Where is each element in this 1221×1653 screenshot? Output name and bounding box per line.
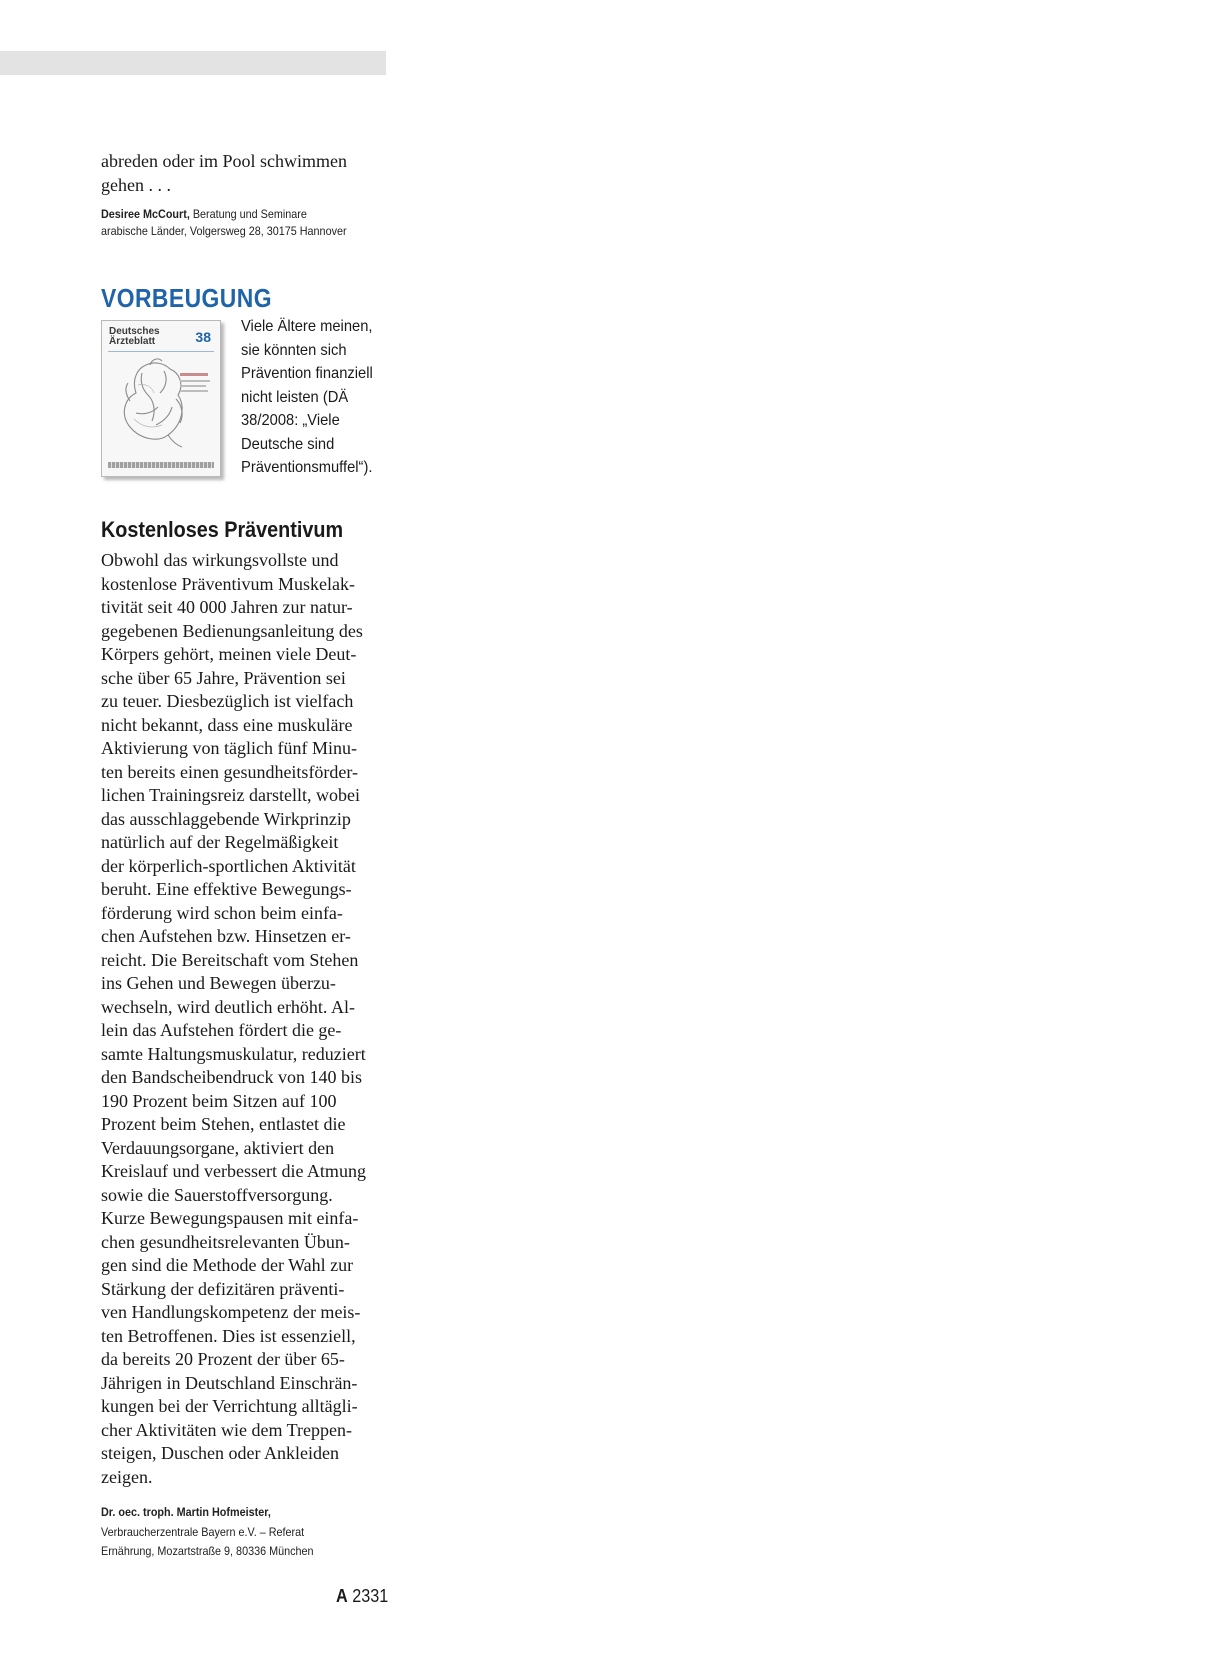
caption-line: Präventionsmuffel“). (241, 459, 373, 476)
body-line: kungen bei der Verrichtung alltägli- (101, 1396, 358, 1416)
article-body (101, 549, 391, 1489)
intro-line: abreden oder im Pool schwimmen (101, 151, 347, 171)
body-line: ins Gehen und Bewegen überzu- (101, 973, 336, 993)
body-line: sowie die Sauerstoffversorgung. (101, 1184, 333, 1205)
signature-1-line1: Beratung und Seminare (189, 207, 307, 221)
caption-line: Viele Ältere meinen, (241, 318, 373, 335)
body-line: Obwohl das wirkungsvollste und (101, 550, 339, 570)
body-line: lein das Aufstehen fördert die ge- (101, 1020, 342, 1040)
heart-illustration-icon (106, 355, 216, 451)
body-line: beruht. Eine effektive Bewegungs- (101, 879, 352, 899)
section-label: VORBEUGUNG (101, 283, 272, 313)
body-line: kostenlose Präventivum Muskelak- (101, 573, 355, 594)
body-line: tivität seit 40 000 Jahren zur natur- (101, 597, 353, 617)
signature-1 (101, 206, 347, 239)
body-line: Aktivierung von täglich fünf Minu- (101, 738, 357, 758)
caption-line: nicht leisten (DÄ (241, 388, 349, 406)
body-line: Kreislauf und verbessert die Atmung (101, 1161, 366, 1181)
intro-text (101, 150, 391, 197)
article-heading: Kostenloses Präventivum (101, 517, 344, 542)
page-number-value: 2331 (347, 1586, 389, 1606)
signature-1-line2: arabische Länder, Volgersweg 28, 30175 Hannover (101, 223, 347, 238)
body-line: wechseln, wird deutlich erhöht. Al- (101, 996, 355, 1017)
body-line: sche über 65 Jahre, Prävention sei (101, 667, 346, 688)
body-line: Prozent beim Stehen, entlastet die (101, 1114, 346, 1134)
body-line: ten Betroffenen. Dies ist essenziell, (101, 1325, 356, 1346)
intro-line: gehen . . . (101, 174, 171, 195)
header-bar (0, 51, 386, 75)
body-line: Körpers gehört, meinen viele Deut- (101, 644, 357, 664)
signature-2-line3: Ernährung, Mozartstraße 9, 80336 München (101, 1544, 314, 1558)
body-line: förderung wird schon beim einfa- (101, 902, 343, 923)
caption-line: Prävention finanziell (241, 365, 373, 382)
body-line: gegebenen Bedienungsanleitung des (101, 620, 363, 641)
signature-2-name: Dr. oec. troph. Martin Hofmeister, (101, 1505, 271, 1519)
cover-issue-number: 38 (195, 329, 211, 345)
body-line: da bereits 20 Prozent der über 65- (101, 1349, 345, 1369)
body-line: chen gesundheitsrelevanten Übun- (101, 1231, 350, 1252)
body-line: lichen Trainingsreiz darstellt, wobei (101, 785, 360, 805)
body-line: Jährigen in Deutschland Einschrän- (101, 1372, 358, 1393)
body-line: reicht. Die Bereitschaft vom Stehen (101, 949, 359, 970)
body-line: cher Aktivitäten wie dem Treppen- (101, 1419, 352, 1440)
body-line: natürlich auf der Regelmäßigkeit (101, 832, 339, 852)
signature-1-name: Desiree McCourt, (101, 207, 190, 221)
body-line: nicht bekannt, dass eine muskuläre (101, 714, 353, 735)
caption-line: 38/2008: „Viele (241, 412, 340, 429)
caption-line: Deutsche sind (241, 435, 335, 453)
cover-title: Deutsches Ärzteblatt (109, 326, 160, 347)
body-line: Stärkung der defizitären präventi- (101, 1278, 345, 1299)
page-number-prefix: A (336, 1586, 348, 1606)
body-line: 190 Prozent beim Sitzen auf 100 (101, 1090, 337, 1111)
body-line: zeigen. (101, 1466, 153, 1487)
body-line: gen sind die Methode der Wahl zur (101, 1255, 354, 1275)
body-line: samte Haltungsmuskulatur, reduziert (101, 1043, 366, 1064)
body-line: der körperlich-sportlichen Aktivität (101, 855, 356, 876)
body-line: zu teuer. Diesbezüglich ist vielfach (101, 691, 354, 711)
body-line: Verdauungsorgane, aktiviert den (101, 1137, 335, 1158)
body-line: chen Aufstehen bzw. Hinsetzen er- (101, 926, 351, 946)
page-number (336, 1586, 388, 1607)
body-line: steigen, Duschen oder Ankleiden (101, 1443, 339, 1463)
cover-caption (241, 315, 379, 480)
body-line: das ausschlaggebende Wirkprinzip (101, 808, 351, 829)
body-line: ven Handlungskompetenz der meis- (101, 1302, 361, 1322)
cover-rule (108, 351, 214, 352)
signature-2 (101, 1503, 314, 1562)
cover-footer-strip (108, 462, 214, 468)
body-line: Kurze Bewegungspausen mit einfa- (101, 1208, 359, 1228)
signature-2-line2: Verbraucherzentrale Bayern e.V. – Referat (101, 1524, 305, 1539)
caption-line: sie könnten sich (241, 341, 347, 359)
body-line: ten bereits einen gesundheitsförder- (101, 761, 359, 782)
body-line: den Bandscheibendruck von 140 bis (101, 1067, 362, 1087)
magazine-cover-image (101, 320, 221, 477)
